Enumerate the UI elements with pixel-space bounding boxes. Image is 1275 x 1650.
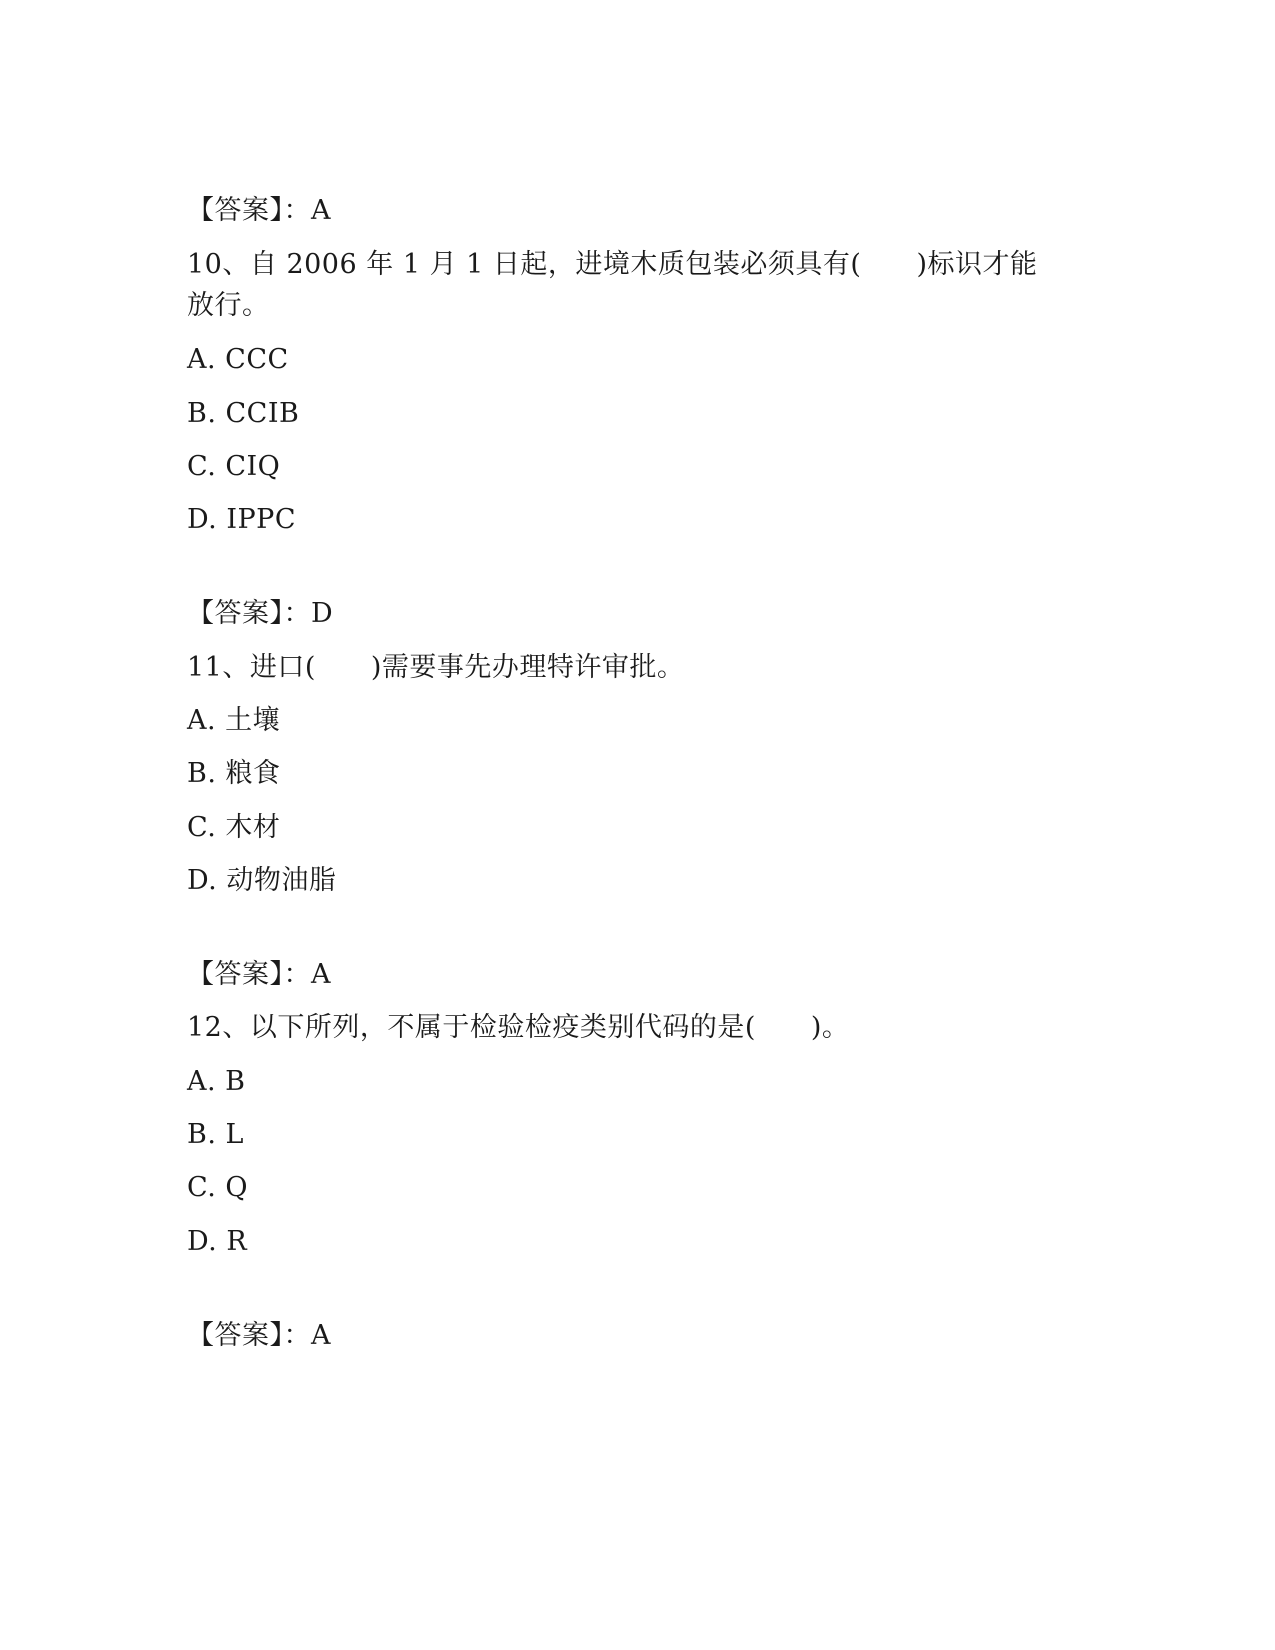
option-a: A. 土壤 xyxy=(187,705,281,736)
option-c: C. 木材 xyxy=(187,812,281,843)
option-d: D. R xyxy=(187,1226,248,1257)
option-b: B. CCIB xyxy=(187,398,300,429)
option-d: D. IPPC xyxy=(187,504,297,535)
answer-line: 【答案】：A xyxy=(187,959,331,990)
answer-line: 【答案】：A xyxy=(187,1320,331,1351)
option-b: B. 粮食 xyxy=(187,758,281,789)
option-c: C. Q xyxy=(187,1172,248,1203)
option-c: C. CIQ xyxy=(187,451,281,482)
answer-line: 【答案】：A xyxy=(187,195,331,226)
option-a: A. CCC xyxy=(187,344,289,375)
option-b: B. L xyxy=(187,1119,244,1150)
question-11-text: 11、进口( )需要事先办理特许审批。 xyxy=(187,652,685,683)
answer-line: 【答案】：D xyxy=(187,598,334,629)
option-d: D. 动物油脂 xyxy=(187,865,337,896)
question-10-text-cont: 放行。 xyxy=(187,290,270,321)
question-12-text: 12、以下所列，不属于检验检疫类别代码的是( )。 xyxy=(187,1012,850,1043)
option-a: A. B xyxy=(187,1066,246,1097)
question-10-text: 10、自 2006 年 1 月 1 日起，进境木质包装必须具有( )标识才能 xyxy=(187,249,1038,280)
